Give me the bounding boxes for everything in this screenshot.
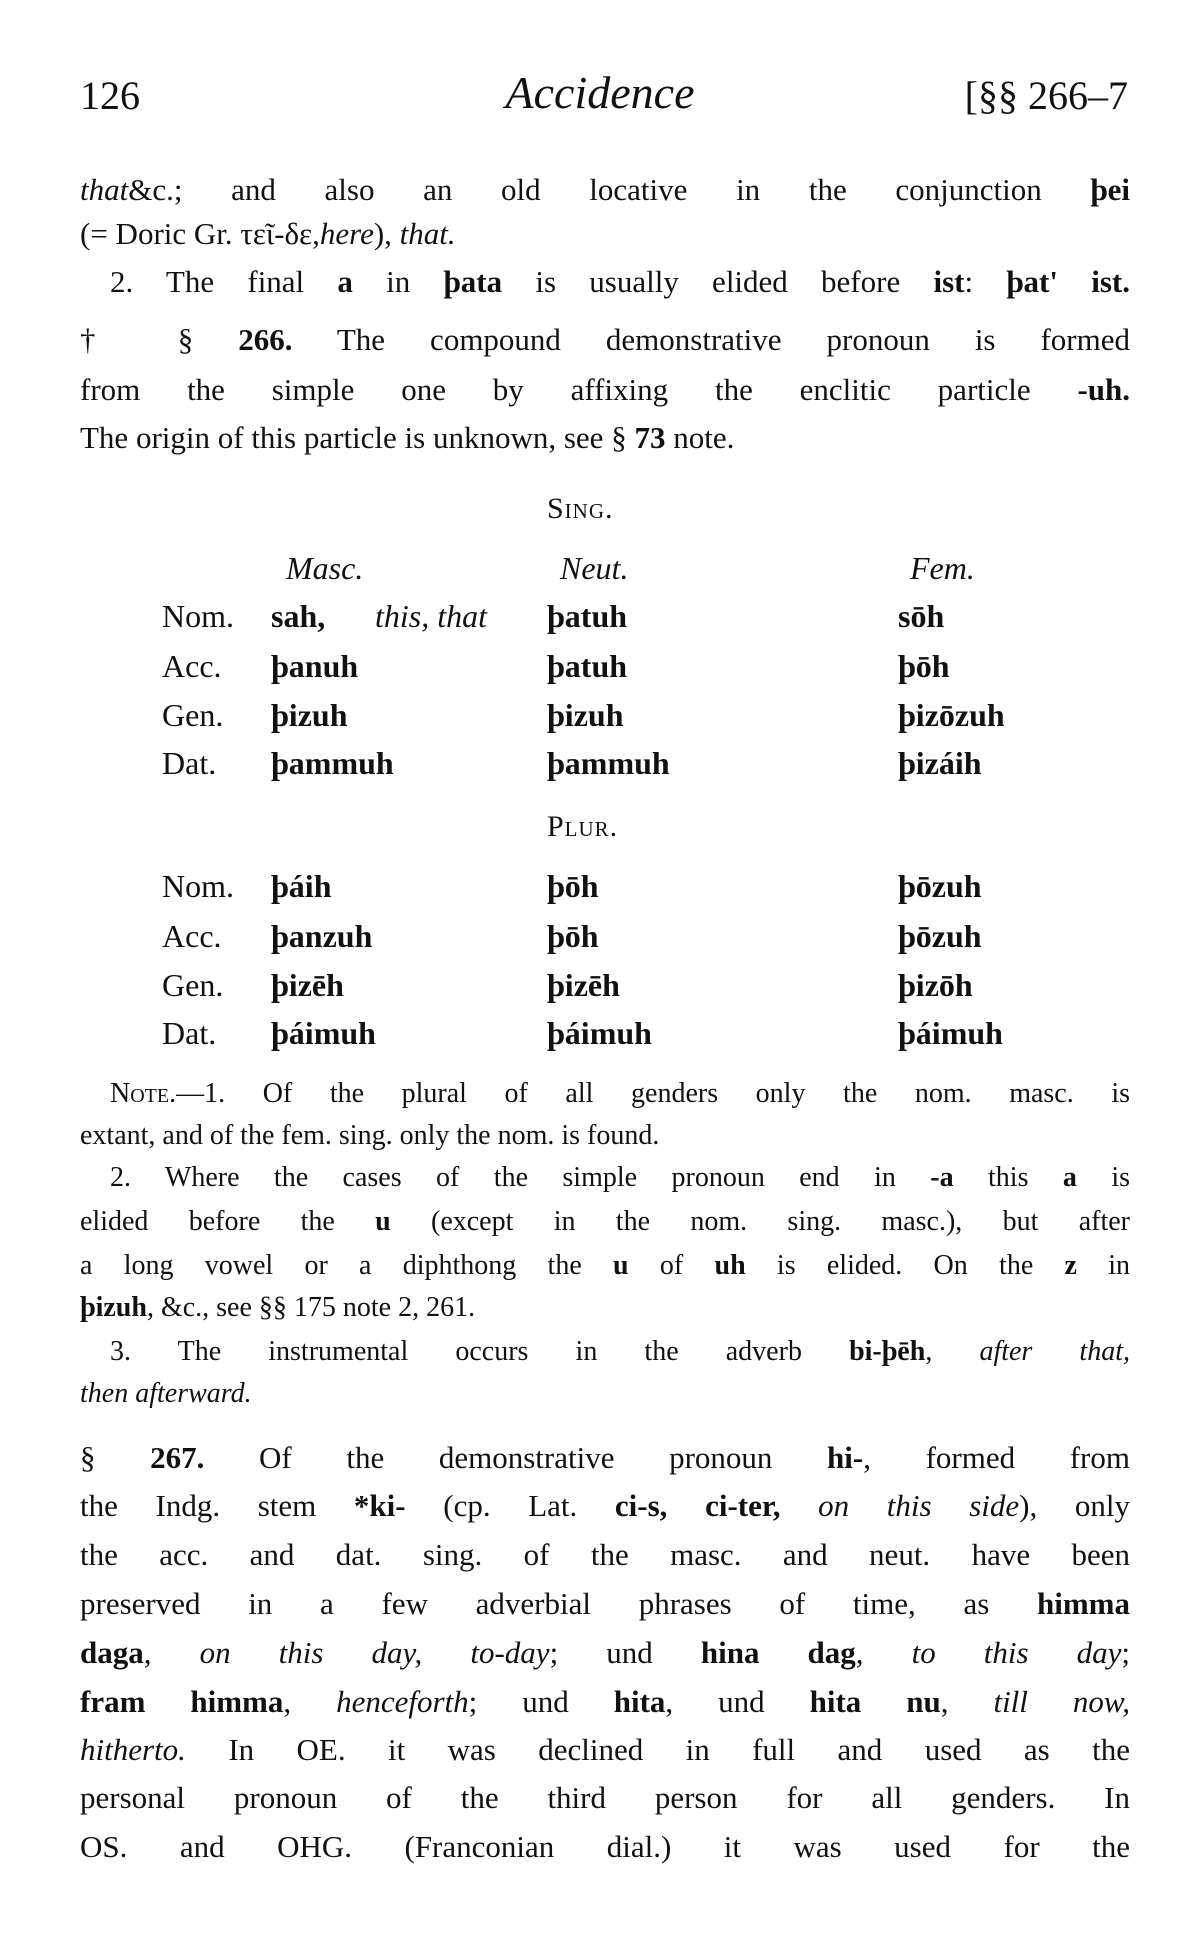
text-line [80, 1586, 1130, 1622]
plural-masc-cell: þanzuh [271, 918, 373, 954]
text-run: in [352, 264, 444, 299]
text-run: OS. and OHG. (Franconian dial.) it was used for the [80, 1829, 1130, 1864]
text-run: himma [1037, 1586, 1130, 1621]
text-line [80, 1684, 1130, 1720]
column-header-masc: Masc. [286, 550, 364, 586]
note-line [80, 1250, 1130, 1282]
text-run: , [283, 1684, 337, 1719]
singular-fem-cell: þizáih [898, 745, 982, 781]
text-run: , [855, 1635, 912, 1670]
text-run: uh [714, 1250, 746, 1281]
text-run: : [964, 264, 1007, 299]
singular-masc-cell: þanuh [271, 648, 359, 684]
text-line [80, 1440, 1130, 1476]
text-run: † § [80, 322, 239, 357]
text-line [80, 372, 1130, 408]
text-run: hina dag [700, 1635, 856, 1670]
text-run: hita nu [809, 1684, 941, 1719]
text-run: 2. Where the cases of the simple pronoun end in [110, 1162, 931, 1193]
singular-fem-cell: sōh [898, 598, 945, 634]
plural-masc-cell: þáimuh [271, 1015, 376, 1051]
text-run: u [613, 1250, 629, 1281]
note-line [110, 1162, 1130, 1194]
plural-neut-cell: þáimuh [547, 1015, 652, 1051]
text-run: after that, [979, 1336, 1130, 1367]
text-run: þat' ist. [1006, 264, 1130, 299]
text-run: Note [110, 1078, 170, 1109]
text-run: is elided. On the [745, 1250, 1065, 1281]
note-line [110, 1336, 1130, 1368]
text-run: , formed from [863, 1440, 1130, 1475]
singular-neut-cell: þatuh [547, 648, 628, 684]
text-line [80, 322, 1130, 358]
text-run: fram himma [80, 1684, 284, 1719]
column-header-neut: Neut. [560, 550, 629, 586]
singular-masc-cell: þammuh [271, 745, 394, 781]
text-run: *ki- [353, 1488, 406, 1523]
singular-masc-cell: sah, [271, 598, 326, 634]
plural-case-cell: Dat. [162, 1015, 217, 1051]
text-run: 73 [634, 420, 666, 455]
singular-case-cell: Gen. [162, 697, 224, 733]
text-run: (cp. Lat. [405, 1488, 615, 1523]
note-line [80, 1292, 1130, 1324]
text-run: ist [933, 264, 965, 299]
text-run: a [1062, 1162, 1077, 1193]
singular-neut-cell: þammuh [547, 745, 670, 781]
singular-case-cell: Acc. [162, 648, 222, 684]
text-run: ), only [1019, 1488, 1130, 1523]
text-run: is [1076, 1162, 1130, 1193]
text-line [80, 1829, 1130, 1865]
text-run: on this side [818, 1488, 1020, 1523]
text-run: (= Doric Gr. τεῖ-δε, [80, 216, 320, 251]
text-run: the acc. and dat. sing. of the masc. and neut. have been [80, 1537, 1130, 1572]
running-title: Accidence [505, 67, 695, 118]
text-run: till now, [993, 1684, 1130, 1719]
text-run: , &c., see §§ 175 note 2, 261. [146, 1292, 476, 1323]
column-header-fem: Fem. [910, 550, 975, 586]
singular-case-cell: Dat. [162, 745, 217, 781]
text-run: ; und [549, 1635, 701, 1670]
text-run: from the simple one by affixing the enclitic particle [80, 372, 1078, 407]
text-run: þata [443, 264, 503, 299]
text-run: 266. [238, 322, 293, 357]
text-line [80, 1732, 1130, 1768]
note-line [80, 1120, 1130, 1152]
plural-neut-cell: þōh [547, 918, 599, 954]
note-line [80, 1378, 1130, 1410]
text-line [80, 1780, 1130, 1816]
text-run: , [940, 1684, 994, 1719]
note-line [80, 1206, 1130, 1238]
singular-neut-cell: þizuh [547, 697, 624, 733]
text-run: to this day [911, 1635, 1122, 1670]
plural-caption: Plur. [547, 810, 619, 843]
singular-neut-cell: þatuh [547, 598, 628, 634]
singular-fem-cell: þizōzuh [898, 697, 1005, 733]
text-run: , [925, 1336, 980, 1367]
text-run: on this day, to-day [199, 1635, 550, 1670]
text-run: extant, and of the fem. sing. only the nom. is found. [80, 1120, 660, 1151]
text-run: In OE. it was declined in full and used as the [185, 1732, 1130, 1767]
plural-fem-cell: þōzuh [898, 868, 982, 904]
page-number: 126 [80, 73, 140, 118]
text-run: hitherto. [80, 1732, 186, 1767]
text-run: a long vowel or a diphthong the [80, 1250, 614, 1281]
text-run: 2. The final [110, 264, 338, 299]
plural-neut-cell: þōh [547, 868, 599, 904]
plural-case-cell: Acc. [162, 918, 222, 954]
text-run: ), [373, 216, 400, 251]
text-run: that [80, 172, 129, 207]
plural-case-cell: Gen. [162, 967, 224, 1003]
text-line [110, 264, 1130, 300]
text-run: , und [665, 1684, 810, 1719]
text-run: -uh. [1077, 372, 1130, 407]
text-run: preserved in a few adverbial phrases of time, as [80, 1586, 1037, 1621]
text-run: u [375, 1206, 391, 1237]
text-run: hita [613, 1684, 666, 1719]
text-run: ; [1121, 1635, 1131, 1670]
text-run: ; und [468, 1684, 614, 1719]
text-run: Of the demonstrative pronoun [204, 1440, 828, 1475]
text-run: a [337, 264, 353, 299]
text-run: þizuh [80, 1292, 147, 1323]
singular-fem-cell: þōh [898, 648, 950, 684]
text-run: bi-þēh [849, 1336, 926, 1367]
text-run: , [143, 1635, 200, 1670]
text-run: in [1076, 1250, 1131, 1281]
text-run: then afterward. [80, 1378, 252, 1409]
text-run: personal pronoun of the third person for all genders. In [80, 1780, 1130, 1815]
plural-case-cell: Nom. [162, 868, 234, 904]
plural-fem-cell: þáimuh [898, 1015, 1003, 1051]
text-run: § [80, 1440, 151, 1475]
text-run: elided before the [80, 1206, 376, 1237]
text-line [80, 216, 1130, 252]
text-line [80, 1635, 1130, 1671]
plural-fem-cell: þōzuh [898, 918, 982, 954]
text-run: the Indg. stem [80, 1488, 354, 1523]
text-run: note. [665, 420, 735, 455]
text-line [80, 1488, 1130, 1524]
text-run: ci-s, ci-ter, [614, 1488, 781, 1523]
singular-caption: Sing. [547, 492, 614, 525]
text-run: The origin of this particle is unknown, see § [80, 420, 635, 455]
text-run: þei [1090, 172, 1130, 207]
plural-fem-cell: þizōh [898, 967, 973, 1003]
text-run: -a [930, 1162, 954, 1193]
text-run: this [953, 1162, 1063, 1193]
text-run: henceforth [336, 1684, 469, 1719]
text-run: daga [80, 1635, 144, 1670]
text-run: &c.; and also an old locative in the conjunction [128, 172, 1091, 207]
singular-case-cell: Nom. [162, 598, 234, 634]
text-line [80, 1537, 1130, 1573]
text-line [80, 172, 1130, 208]
singular-masc-cell: þizuh [271, 697, 348, 733]
text-run: 267. [150, 1440, 205, 1475]
section-reference: [§§ 266–7 [964, 73, 1128, 118]
text-line [80, 420, 1130, 456]
text-run: hi- [827, 1440, 864, 1475]
text-run: (except in the nom. sing. masc.), but after [390, 1206, 1130, 1237]
note-line [110, 1078, 1130, 1110]
text-run: here [319, 216, 374, 251]
plural-masc-cell: þáih [271, 868, 332, 904]
text-run: The compound demonstrative pronoun is formed [292, 322, 1130, 357]
gloss: this, that [375, 598, 488, 634]
text-run [781, 1488, 819, 1523]
text-run: that. [399, 216, 456, 251]
text-run: of [628, 1250, 715, 1281]
plural-masc-cell: þizēh [271, 967, 344, 1003]
text-run: z [1064, 1250, 1077, 1281]
plural-neut-cell: þizēh [547, 967, 620, 1003]
text-run: .—1. Of the plural of all genders only the nom. masc. is [169, 1078, 1130, 1109]
text-run: 3. The instrumental occurs in the adverb [110, 1336, 850, 1367]
text-run: is usually elided before [502, 264, 934, 299]
